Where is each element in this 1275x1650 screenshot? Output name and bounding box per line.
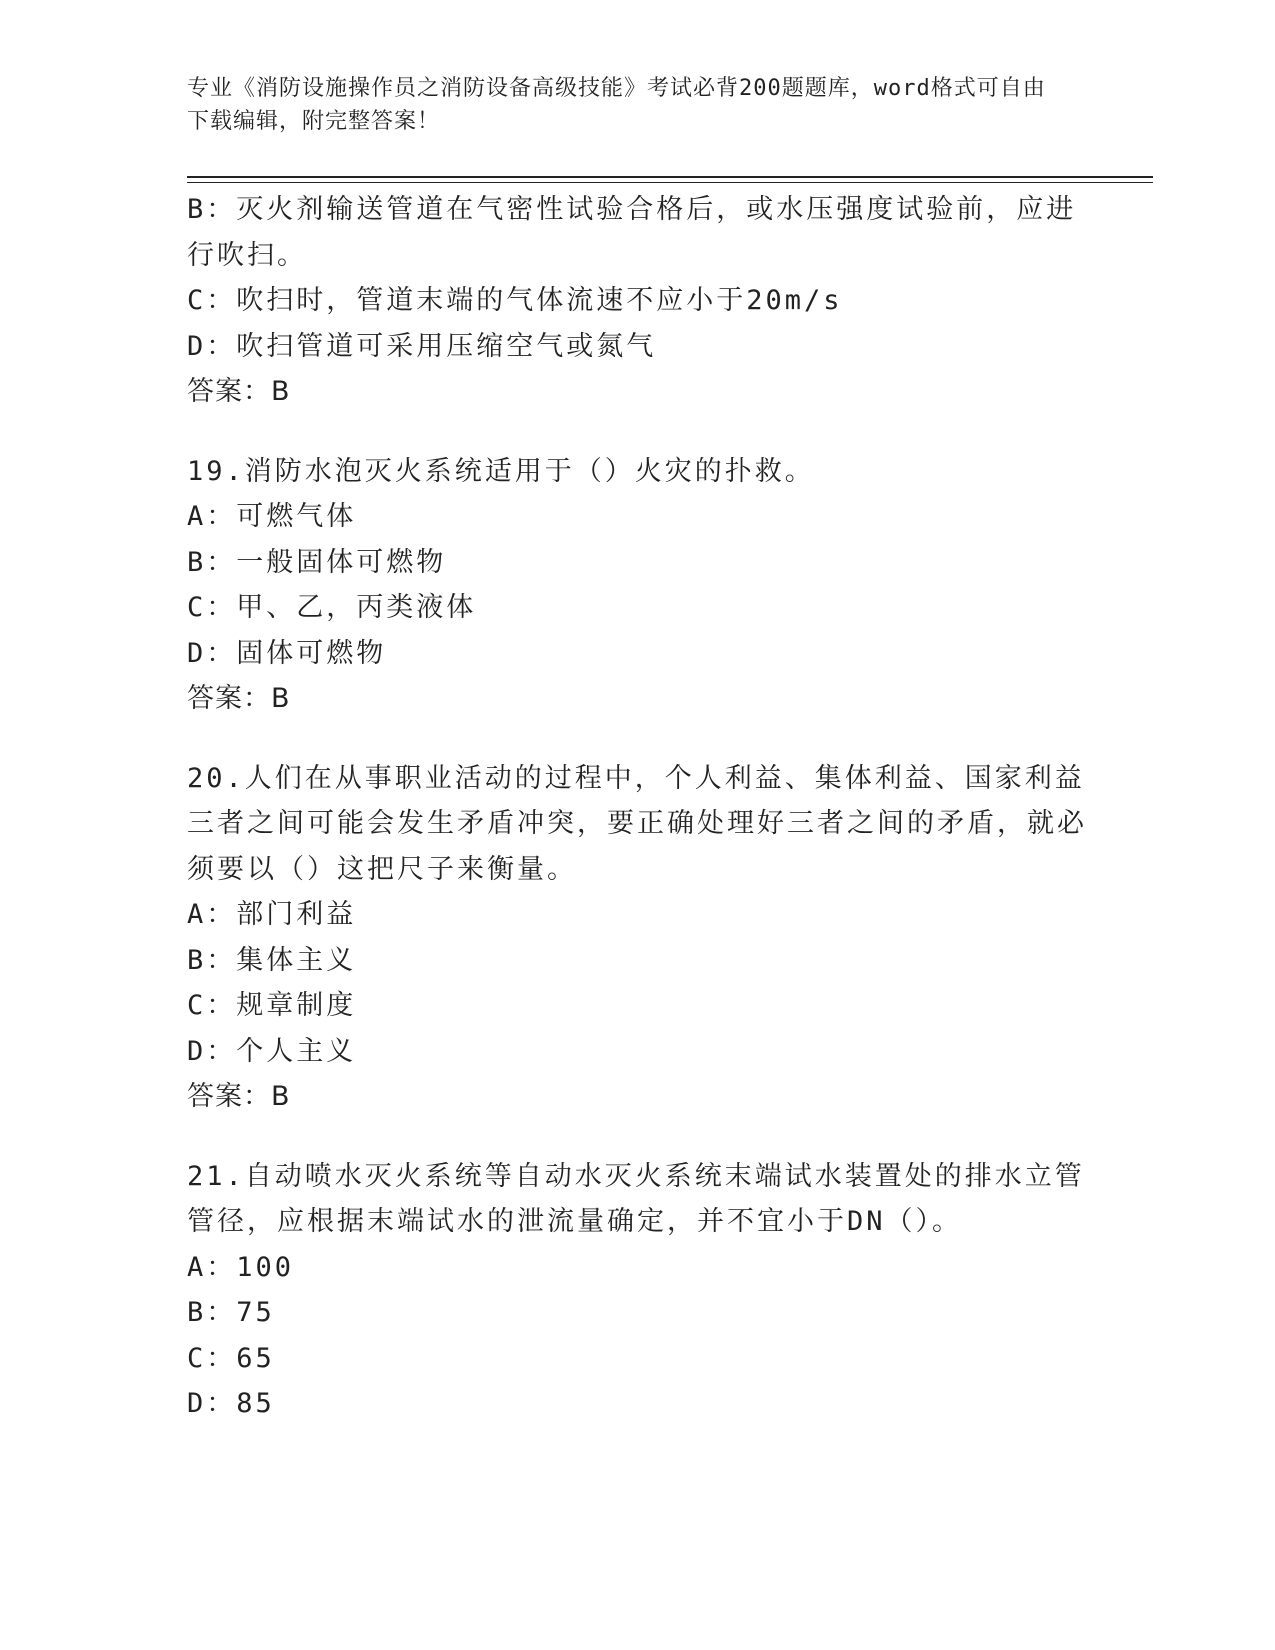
option-d: D：固体可燃物 xyxy=(187,637,387,669)
option-b: B：一般固体可燃物 xyxy=(187,546,447,578)
question-stem: 20.人们在从事职业活动的过程中，个人利益、集体利益、国家利益三者之间可能会发生矛盾冲突，要正确处理好三者之间的矛盾，就必须要以（）这把尺子来衡量。 xyxy=(187,762,1087,885)
answer: 答案：B xyxy=(187,683,291,714)
option-c: C：65 xyxy=(187,1342,275,1374)
question-21 xyxy=(187,1154,1087,1427)
option-d: D：85 xyxy=(187,1388,275,1419)
header-divider-thick xyxy=(187,176,1153,178)
question-stem: 21.自动喷水灭火系统等自动水灭火系统末端试水装置处的排水立管管径，应根据末端试水的泄流量确定，并不宜小于DN（）。 xyxy=(187,1160,1085,1237)
page-header: 专业《消防设施操作员之消防设备高级技能》考试必背200题题库，word格式可自由下载编辑，附完整答案！ xyxy=(187,76,1046,134)
option-a: A：100 xyxy=(187,1251,295,1283)
question-20 xyxy=(187,756,1087,1120)
answer: 答案：B xyxy=(187,1081,291,1112)
question-19 xyxy=(187,449,1087,722)
option-a: A：部门利益 xyxy=(187,899,357,930)
option-b: B：75 xyxy=(187,1297,275,1328)
option-a: A：可燃气体 xyxy=(187,501,357,532)
answer: 答案：B xyxy=(187,376,291,407)
option-c: C：甲、乙，丙类液体 xyxy=(187,592,477,623)
option-c: C：规章制度 xyxy=(187,990,357,1021)
question-18-continuation xyxy=(187,187,1087,415)
option-d: D：吹扫管道可采用压缩空气或氮气 xyxy=(187,330,657,362)
option-b: B：灭火剂输送管道在气密性试验合格后，或水压强度试验前，应进行吹扫。 xyxy=(187,194,1077,271)
document-body xyxy=(187,187,1087,1427)
option-b: B：集体主义 xyxy=(187,944,357,976)
option-c: C：吹扫时，管道末端的气体流速不应小于20m/s xyxy=(187,285,843,316)
header-divider-thin xyxy=(187,182,1153,183)
option-d: D：个人主义 xyxy=(187,1035,357,1067)
question-stem: 19.消防水泡灭火系统适用于（）火灾的扑救。 xyxy=(187,455,815,487)
